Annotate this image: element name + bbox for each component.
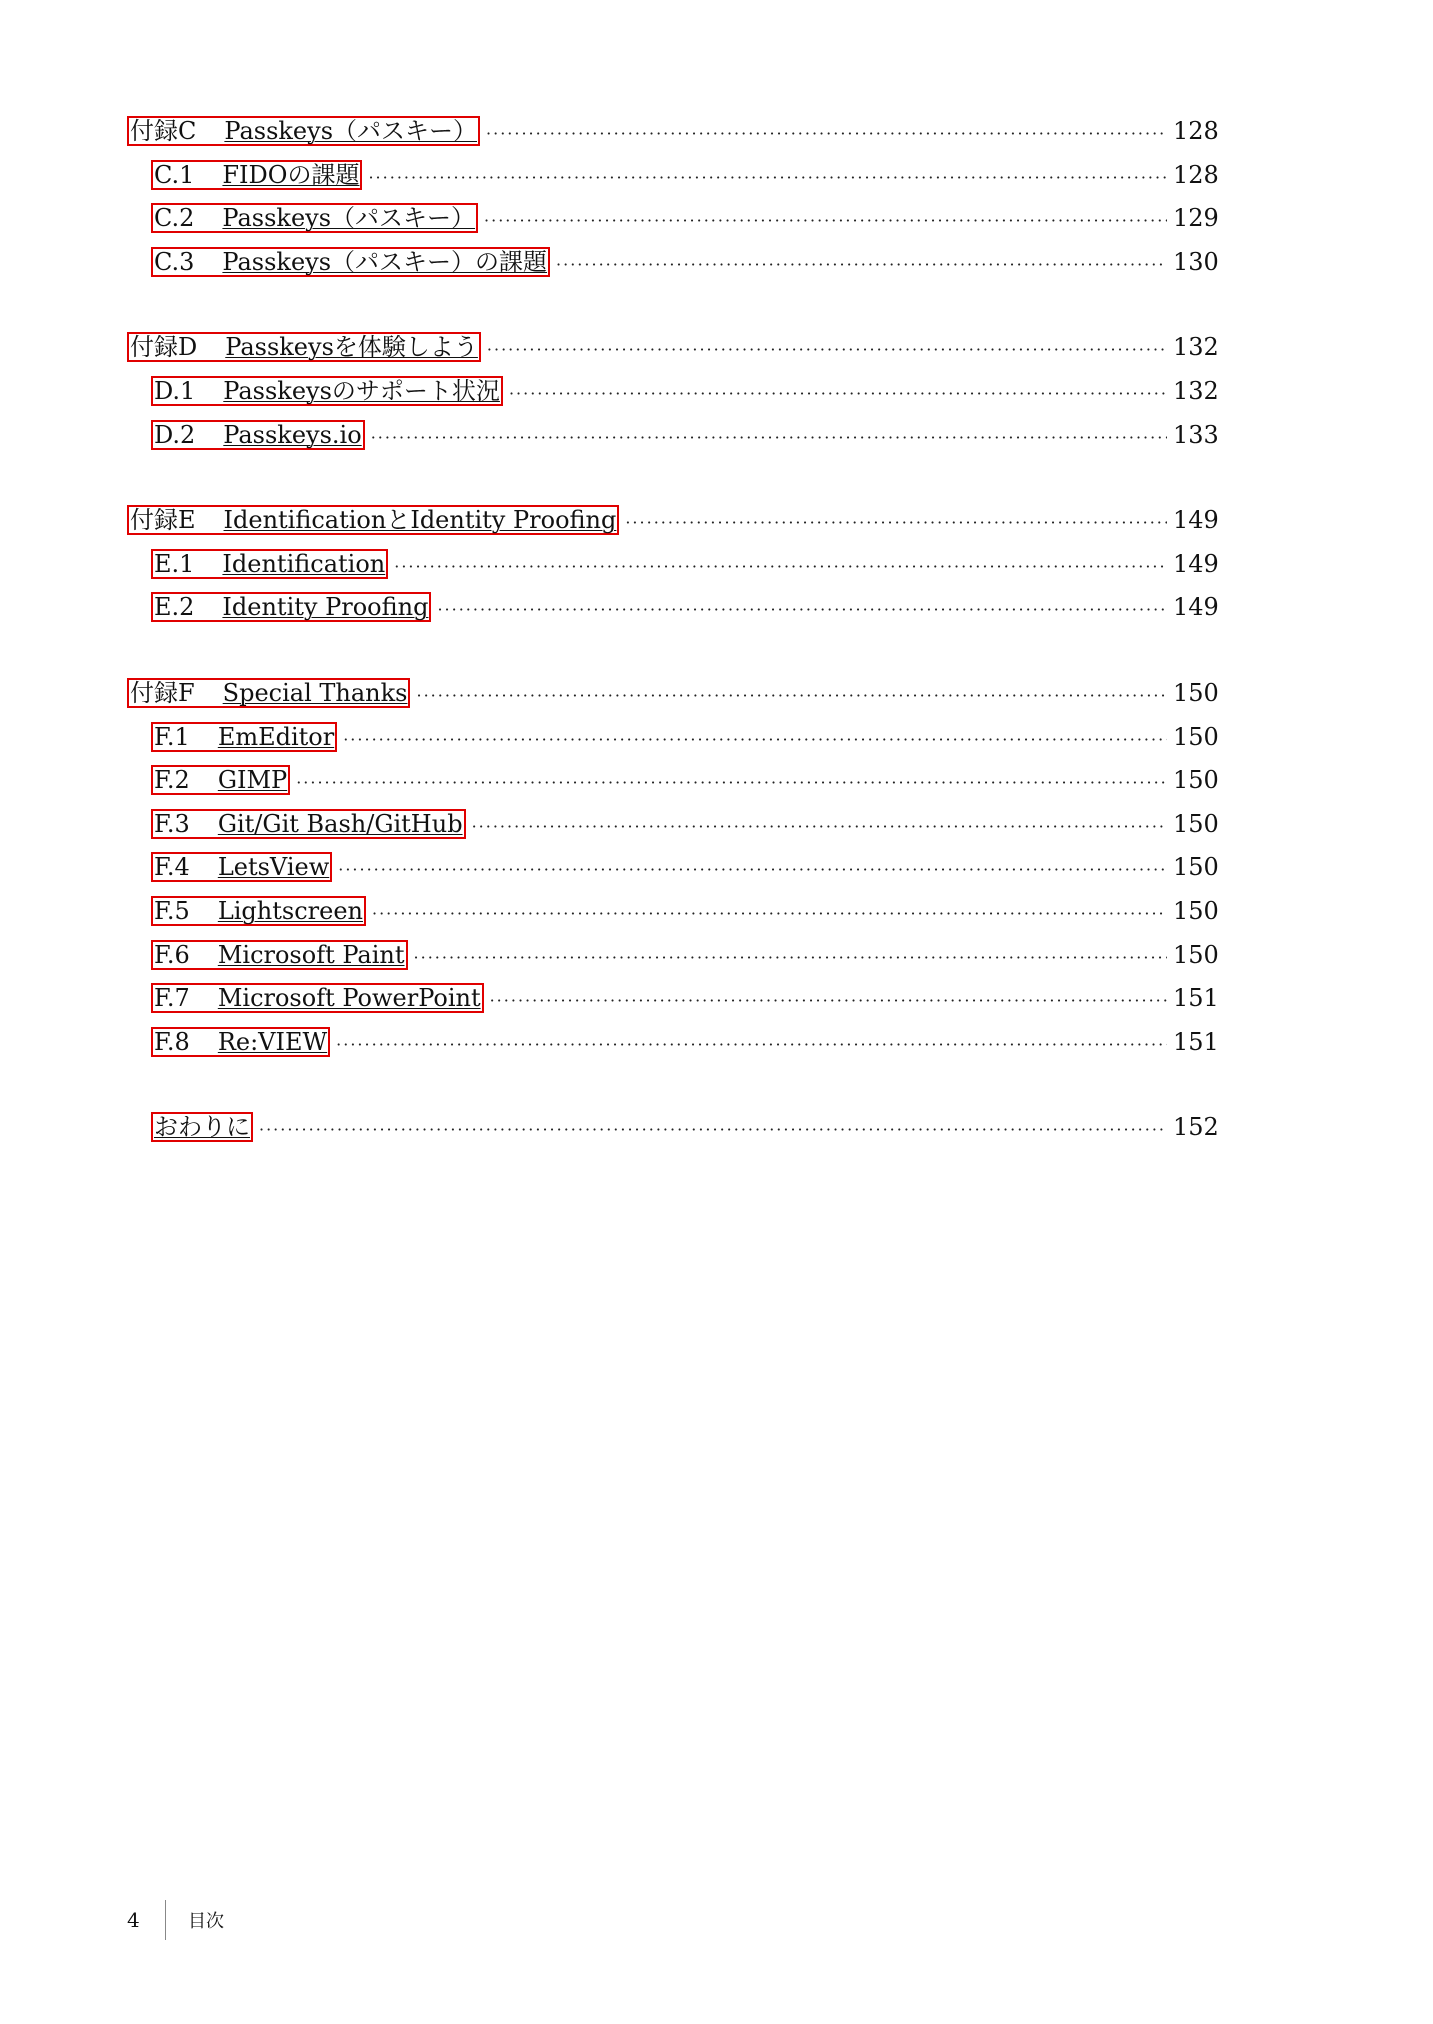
toc-entry-number: F.1 xyxy=(154,722,190,751)
dot-leader xyxy=(509,372,1167,416)
toc-entry-link[interactable] xyxy=(127,332,481,362)
toc-entry-title: おわりに xyxy=(154,1113,250,1142)
toc-page-number: 129 xyxy=(1173,204,1219,233)
page-number: 4 xyxy=(127,1908,140,1932)
toc-entry-number: F.4 xyxy=(154,853,190,882)
dot-leader xyxy=(296,761,1167,805)
toc-entry-title: Passkeys（パスキー）の課題 xyxy=(222,247,548,276)
toc-entry-link[interactable] xyxy=(151,247,550,277)
toc-entry-link[interactable] xyxy=(151,896,366,926)
dot-leader xyxy=(371,416,1167,460)
toc-section-entry xyxy=(127,716,1217,760)
toc-entry-link[interactable] xyxy=(151,592,431,622)
toc-entry-number: C.3 xyxy=(154,247,195,276)
toc-entry-title: Microsoft Paint xyxy=(217,940,405,969)
toc-section-entry xyxy=(127,1106,1217,1150)
toc-entry-title: IdentificationとIdentity Proofing xyxy=(223,506,617,535)
toc-chapter-entry xyxy=(127,499,1217,543)
toc-entry-link[interactable] xyxy=(127,505,619,535)
toc-entry-link[interactable] xyxy=(151,983,484,1013)
toc-entry-link[interactable] xyxy=(151,160,362,190)
toc-page-number: 150 xyxy=(1173,722,1219,751)
toc-entry-link[interactable] xyxy=(151,722,337,752)
dot-leader xyxy=(437,588,1167,632)
toc-entry-number: F.2 xyxy=(154,766,190,795)
dot-leader xyxy=(368,156,1167,200)
page-footer xyxy=(127,1898,224,1942)
toc-entry-link[interactable] xyxy=(151,765,290,795)
toc-entry-title: Passkeys.io xyxy=(223,420,362,449)
dot-leader xyxy=(487,328,1167,372)
toc-entry-link[interactable] xyxy=(151,809,466,839)
toc-chapter-entry xyxy=(127,672,1217,716)
toc-entry-title: FIDOの課題 xyxy=(222,160,360,189)
dot-leader xyxy=(394,545,1167,589)
dot-leader xyxy=(343,718,1167,762)
toc-section-entry xyxy=(127,154,1217,198)
toc-section-entry xyxy=(127,370,1217,414)
toc-entry-number: 付録C xyxy=(130,117,197,145)
toc-entry-number: E.2 xyxy=(154,593,195,622)
toc-section-entry xyxy=(127,803,1217,847)
toc-entry-link[interactable] xyxy=(151,1112,253,1142)
dot-leader xyxy=(484,199,1167,243)
toc-entry-title: GIMP xyxy=(217,766,288,795)
toc-page-number: 150 xyxy=(1173,853,1219,882)
toc-entry-number: D.1 xyxy=(154,376,196,405)
dot-leader xyxy=(259,1108,1167,1152)
toc-page-number: 132 xyxy=(1173,376,1219,405)
dot-leader xyxy=(372,892,1167,936)
toc-section-entry xyxy=(127,241,1217,285)
toc-page-number: 149 xyxy=(1173,506,1219,535)
toc-entry-title: Identity Proofing xyxy=(222,593,429,622)
dot-leader xyxy=(556,243,1167,287)
toc-entry-title: Passkeys（パスキー） xyxy=(222,204,476,233)
dot-leader xyxy=(486,112,1167,156)
toc-entry-number: F.7 xyxy=(154,984,190,1013)
toc-entry-title: Microsoft PowerPoint xyxy=(217,984,481,1013)
toc-entry-link[interactable] xyxy=(151,549,388,579)
toc-entry-title: Lightscreen xyxy=(217,896,363,925)
toc-page-number: 150 xyxy=(1173,678,1219,707)
dot-leader xyxy=(490,979,1167,1023)
toc-section-entry xyxy=(127,414,1217,458)
toc-section-entry xyxy=(127,934,1217,978)
toc-entry-link[interactable] xyxy=(151,376,503,406)
toc-section xyxy=(127,1106,1217,1150)
toc-entry-title: Passkeysのサポート状況 xyxy=(223,376,500,405)
toc-entry-number: C.2 xyxy=(154,204,195,233)
toc-chapter-entry xyxy=(127,326,1217,370)
toc-entry-title: Passkeysを体験しよう xyxy=(225,333,478,362)
footer-divider xyxy=(165,1900,166,1940)
toc-entry-title: Special Thanks xyxy=(222,678,408,707)
toc-entry-title: Passkeys（パスキー） xyxy=(224,117,478,145)
toc-entry-title: Identification xyxy=(222,549,386,578)
toc-entry-link[interactable] xyxy=(151,420,365,450)
toc-section-entry xyxy=(127,1021,1217,1065)
toc-section xyxy=(127,110,1217,284)
toc-page-number: 151 xyxy=(1173,984,1219,1013)
toc-section-entry xyxy=(127,543,1217,587)
toc-entry-link[interactable] xyxy=(127,116,480,146)
toc-section-entry xyxy=(127,977,1217,1021)
toc-section xyxy=(127,499,1217,630)
toc-entry-title: Git/Git Bash/GitHub xyxy=(217,809,463,838)
toc-entry-title: Re:VIEW xyxy=(217,1027,328,1056)
dot-leader xyxy=(472,805,1167,849)
toc-entry-title: LetsView xyxy=(217,853,330,882)
dot-leader xyxy=(336,1023,1167,1067)
toc-entry-link[interactable] xyxy=(151,940,408,970)
toc-page-number: 130 xyxy=(1173,247,1219,276)
toc-entry-number: D.2 xyxy=(154,420,196,449)
toc-page-number: 152 xyxy=(1173,1113,1219,1142)
toc-page-number: 150 xyxy=(1173,940,1219,969)
toc-entry-number: 付録E xyxy=(130,506,196,535)
toc-entry-number: E.1 xyxy=(154,549,195,578)
toc-page-number: 150 xyxy=(1173,809,1219,838)
toc-page-number: 149 xyxy=(1173,593,1219,622)
table-of-contents xyxy=(127,110,1217,1192)
toc-entry-link[interactable] xyxy=(151,852,332,882)
toc-entry-number: 付録F xyxy=(130,678,195,707)
toc-page-number: 132 xyxy=(1173,333,1219,362)
toc-entry-number: C.1 xyxy=(154,160,195,189)
toc-page-number: 128 xyxy=(1173,117,1219,145)
toc-page-number: 150 xyxy=(1173,896,1219,925)
toc-section-entry xyxy=(127,890,1217,934)
toc-page-number: 150 xyxy=(1173,766,1219,795)
toc-section-entry xyxy=(127,586,1217,630)
toc-entry-link[interactable] xyxy=(151,1027,330,1057)
toc-page-number: 151 xyxy=(1173,1027,1219,1056)
toc-section xyxy=(127,326,1217,457)
dot-leader xyxy=(625,501,1167,545)
toc-section xyxy=(127,672,1217,1064)
running-header-chapter: 目次 xyxy=(188,1911,224,1932)
toc-section-entry xyxy=(127,846,1217,890)
toc-page-number: 133 xyxy=(1173,420,1219,449)
toc-entry-title: EmEditor xyxy=(217,722,335,751)
toc-entry-number: F.3 xyxy=(154,809,190,838)
toc-entry-link[interactable] xyxy=(151,203,478,233)
toc-section-entry xyxy=(127,759,1217,803)
toc-chapter-entry xyxy=(127,110,1217,154)
dot-leader xyxy=(338,848,1167,892)
toc-page-number: 149 xyxy=(1173,549,1219,578)
dot-leader xyxy=(414,936,1167,980)
toc-entry-number: F.6 xyxy=(154,940,190,969)
toc-entry-number: 付録D xyxy=(130,333,198,362)
toc-entry-number: F.8 xyxy=(154,1027,190,1056)
toc-section-entry xyxy=(127,197,1217,241)
toc-entry-number: F.5 xyxy=(154,896,190,925)
toc-entry-link[interactable] xyxy=(127,678,410,708)
dot-leader xyxy=(416,674,1167,718)
toc-page-number: 128 xyxy=(1173,160,1219,189)
